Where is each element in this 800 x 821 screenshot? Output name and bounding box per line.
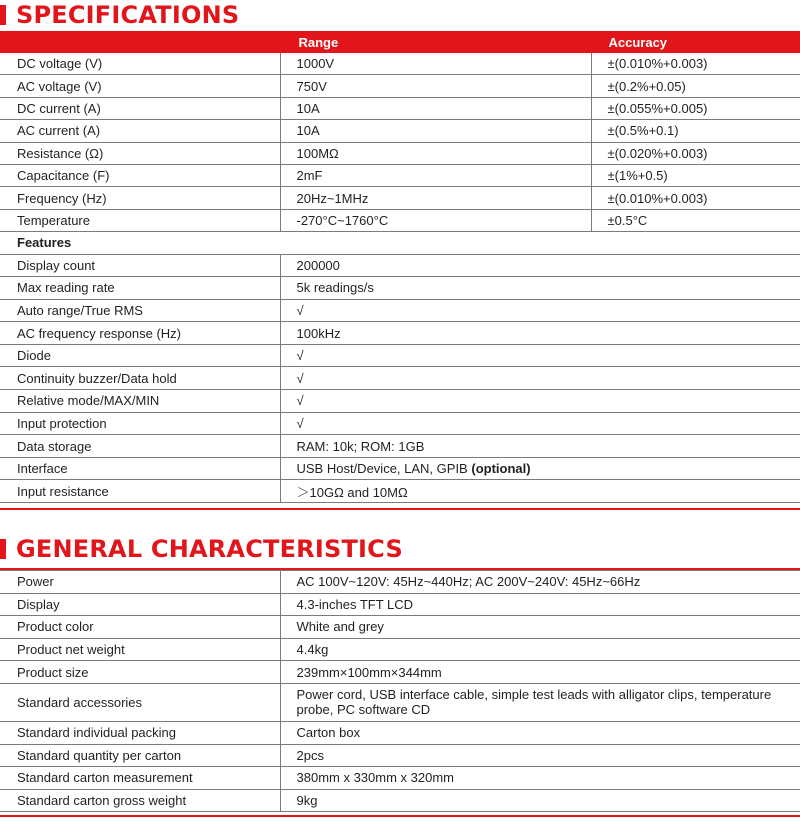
feature-value-text: √: [296, 370, 304, 386]
spec-range: 20Hz~1MHz: [280, 187, 591, 209]
spec-accuracy: ±0.5°C: [591, 209, 800, 231]
feature-row: [0, 412, 800, 435]
section-divider-top: [0, 508, 800, 510]
feature-value-text: RAM: 10k; ROM: 1GB: [296, 438, 425, 454]
spec-accuracy: ±(0.055%+0.005): [591, 97, 800, 119]
general-name: Product size: [0, 661, 280, 684]
spec-range: 10A: [280, 97, 591, 119]
general-row: [0, 789, 800, 812]
spec-name: DC current (A): [0, 97, 280, 119]
feature-name: Continuity buzzer/Data hold: [0, 367, 280, 390]
general-name: Product color: [0, 616, 280, 639]
general-row: [0, 721, 800, 744]
feature-value-note: (optional): [471, 461, 531, 477]
feature-row: [0, 435, 800, 458]
general-value: 4.3-inches TFT LCD: [280, 593, 800, 616]
feature-row: [0, 480, 800, 503]
spec-row: [0, 187, 800, 209]
feature-value: [280, 412, 800, 435]
section-divider-bottom: [0, 815, 800, 817]
feature-row: [0, 390, 800, 413]
feature-value-text: USB Host/Device, LAN, GPIB: [296, 461, 468, 477]
general-name: Standard individual packing: [0, 721, 280, 744]
feature-row: [0, 457, 800, 480]
spec-row: [0, 75, 800, 97]
spec-range: 10A: [280, 120, 591, 142]
specifications-table: [0, 31, 800, 503]
general-title: GENERAL CHARACTERISTICS: [16, 535, 403, 563]
general-value: 239mm×100mm×344mm: [280, 661, 800, 684]
features-label-row: [0, 232, 800, 254]
spec-name: AC current (A): [0, 120, 280, 142]
feature-value: [280, 277, 800, 300]
feature-name: Relative mode/MAX/MIN: [0, 390, 280, 413]
spec-row: [0, 120, 800, 142]
feature-row: [0, 344, 800, 367]
heading-accent-bar: [0, 5, 6, 25]
spec-accuracy: ±(0.5%+0.1): [591, 120, 800, 142]
spec-range: 750V: [280, 75, 591, 97]
general-name: Display: [0, 593, 280, 616]
spec-name: DC voltage (V): [0, 53, 280, 75]
feature-value-text: √: [296, 303, 304, 318]
general-row: [0, 638, 800, 661]
spec-name: Frequency (Hz): [0, 187, 280, 209]
feature-row: [0, 254, 800, 277]
feature-value-text: 5k readings/s: [296, 280, 374, 296]
feature-value: [280, 367, 800, 390]
spec-accuracy: ±(0.2%+0.05): [591, 75, 800, 97]
feature-value-text: 100kHz: [296, 325, 341, 341]
header-range: Range: [280, 32, 591, 53]
general-value: Power cord, USB interface cable, simple test leads with alligator clips, temperature probe, PC software CD: [280, 683, 800, 721]
spec-name: Resistance (Ω): [0, 142, 280, 164]
spec-name: Temperature: [0, 209, 280, 231]
spec-header-row: [0, 32, 800, 53]
general-name: Power: [0, 571, 280, 594]
heading-accent-bar: [0, 539, 6, 559]
feature-name: Data storage: [0, 435, 280, 458]
header-accuracy: Accuracy: [591, 32, 800, 53]
feature-value: [280, 390, 800, 413]
feature-name: Input protection: [0, 412, 280, 435]
general-row: [0, 616, 800, 639]
general-value: 9kg: [280, 789, 800, 812]
feature-value-text: √: [296, 393, 304, 409]
spec-accuracy: ±(0.010%+0.003): [591, 187, 800, 209]
spec-row: [0, 209, 800, 231]
feature-value-text: √: [296, 415, 304, 431]
spec-name: AC voltage (V): [0, 75, 280, 97]
feature-value: [280, 480, 800, 503]
spec-range: 100MΩ: [280, 142, 591, 164]
spec-range: -270°C~1760°C: [280, 209, 591, 231]
feature-row: [0, 299, 800, 322]
spec-range: 1000V: [280, 53, 591, 75]
feature-value: [280, 322, 800, 345]
general-name: Product net weight: [0, 638, 280, 661]
feature-value: [280, 435, 800, 458]
general-name: Standard carton gross weight: [0, 789, 280, 812]
feature-value-text: √: [296, 348, 304, 364]
general-value: 2pcs: [280, 744, 800, 767]
general-row: [0, 571, 800, 594]
spec-row: [0, 142, 800, 164]
general-value: AC 100V~120V: 45Hz~440Hz; AC 200V~240V: 45Hz~66Hz: [280, 571, 800, 594]
general-value: 380mm x 330mm x 320mm: [280, 767, 800, 790]
general-heading: [0, 534, 403, 564]
feature-name: AC frequency response (Hz): [0, 322, 280, 345]
spec-row: [0, 97, 800, 119]
spec-range: 2mF: [280, 164, 591, 186]
features-label: Features: [0, 232, 800, 254]
general-value: White and grey: [280, 616, 800, 639]
feature-row: [0, 277, 800, 300]
spec-name: Capacitance (F): [0, 164, 280, 186]
feature-name: Diode: [0, 344, 280, 367]
feature-row: [0, 322, 800, 345]
spec-accuracy: ±(0.020%+0.003): [591, 142, 800, 164]
general-table: [0, 570, 800, 812]
general-row: [0, 744, 800, 767]
specifications-heading: [0, 0, 239, 30]
spec-row: [0, 53, 800, 75]
general-name: Standard quantity per carton: [0, 744, 280, 767]
spec-accuracy: ±(1%+0.5): [591, 164, 800, 186]
general-value: Carton box: [280, 721, 800, 744]
feature-value: [280, 344, 800, 367]
specifications-title: SPECIFICATIONS: [16, 1, 240, 29]
feature-value: [280, 299, 800, 322]
general-row: [0, 593, 800, 616]
header-blank-cell: [0, 32, 280, 53]
general-name: Standard accessories: [0, 683, 280, 721]
general-row: [0, 767, 800, 790]
feature-name: Display count: [0, 254, 280, 277]
spec-accuracy: ±(0.010%+0.003): [591, 53, 800, 75]
general-row: [0, 683, 800, 721]
feature-name: Max reading rate: [0, 277, 280, 300]
feature-value-text: 200000: [296, 257, 340, 273]
feature-name: Auto range/True RMS: [0, 299, 280, 322]
feature-row: [0, 367, 800, 390]
feature-name: Input resistance: [0, 480, 280, 503]
general-value: 4.4kg: [280, 638, 800, 661]
feature-name: Interface: [0, 457, 280, 480]
spec-row: [0, 164, 800, 186]
general-name: Standard carton measurement: [0, 767, 280, 790]
feature-value: [280, 457, 800, 480]
feature-value: [280, 254, 800, 277]
feature-value-text: ＞10GΩ and 10MΩ: [296, 484, 408, 500]
general-row: [0, 661, 800, 684]
